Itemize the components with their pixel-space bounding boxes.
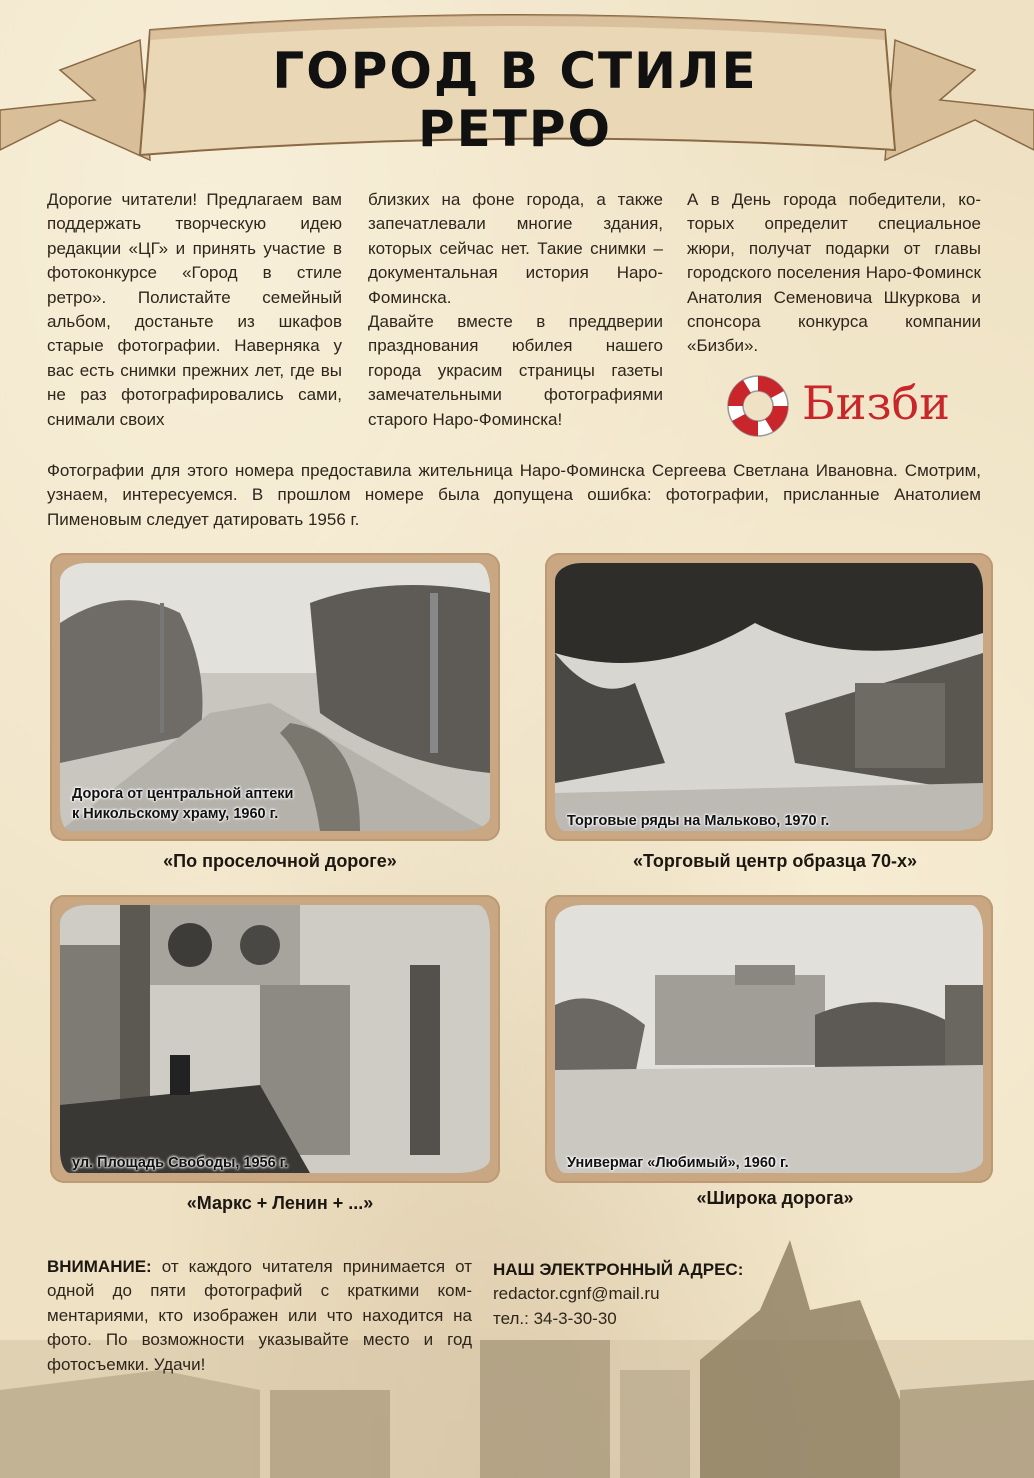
photo-3-caption: [72, 1153, 288, 1173]
photo-1-caption-line1: Дорога от центральной аптеки: [72, 786, 294, 802]
intro-paragraph: Фотографии для этого номера предоставила жительница Наро-Фоминска Сергеева Светлана Ивановна. Смотрим, узнаем, интересуемся. В прошлом номере была допущена ошибка: фотографии, присланные Анатолием Пименовым следует датировать 1956 г.: [47, 461, 981, 529]
photo-frame-2: [545, 553, 993, 841]
photo-2: [555, 563, 983, 831]
sponsor-logo-text: Бизби: [802, 376, 950, 430]
photo-1-caption-line2: к Никольскому храму, 1960 г.: [72, 806, 279, 822]
photo-3-title: «Маркс + Ленин + ...»: [186, 1193, 374, 1213]
contact-block: [493, 1258, 743, 1331]
photo-frame-3: [50, 895, 500, 1183]
photo-3: [60, 905, 490, 1173]
contact-email[interactable]: redactor.cgnf@mail.ru: [493, 1284, 660, 1304]
text-column-3: [687, 188, 981, 359]
column-2-text-a: близких на фоне города, а также запечатлевали многие здания, которых сейчас нет. Такие снимки – документальная история Наро-Фоминска.: [368, 190, 663, 307]
photo-4-caption-line1: Универмаг «Любимый», 1960 г.: [567, 1155, 789, 1171]
contact-heading: НАШ ЭЛЕКТРОННЫЙ АДРЕС:: [493, 1260, 744, 1279]
photo-4-caption: [567, 1153, 789, 1173]
lifebuoy-icon: [722, 370, 794, 442]
photo-4: [555, 905, 983, 1173]
sponsor-logo: [722, 370, 962, 442]
photo-4-title: «Широка дорога»: [696, 1188, 854, 1208]
text-column-2: [368, 188, 663, 432]
notice-label: ВНИМАНИЕ:: [47, 1257, 152, 1276]
notice-text: от каждого читателя принимается от одной до пяти фотографий с краткими комментариями, кто изображен или что находится на фото. По возможности указывайте место и год фотосъемки. Удачи!: [47, 1257, 472, 1374]
photo-1-title: «По проселочной дороге»: [163, 851, 397, 871]
photo-frame-4: [545, 895, 993, 1183]
column-1-text: Дорогие читатели! Предлагаем вам поддержать творческую идею редакции «ЦГ» и принять участие в фотоконкурсе «Город в стиле ретро». Полистайте семейный альбом, достаньте из шкафов старые фотографии. Наверняка у вас есть снимки прежних лет, где вы не раз фотографировались сами, снимали своих: [47, 190, 342, 429]
column-3-text: А в День города победители, которых определит специальное жюри, получат подарки от главы городского поселения Наро-Фоминск Анатолия Семеновича Шкуркова и спонсора конкурса компании «Бизби».: [687, 190, 981, 356]
photo-2-caption: [567, 811, 829, 831]
text-column-1: [47, 188, 342, 432]
photo-2-caption-line1: Торговые ряды на Мальково, 1970 г.: [567, 813, 830, 829]
photo-2-title: «Торговый центр образца 70-х»: [632, 851, 917, 871]
photo-frame-1: [50, 553, 500, 841]
contact-phone: тел.: 34-3-30-30: [493, 1308, 617, 1328]
column-2-text-b: Давайте вместе в преддверии празднования юбилея нашего города украсим страницы газеты замечательными фотографиями старого Наро-Фоминска!: [368, 312, 663, 429]
page-title: ГОРОД В СТИЛЕ РЕТРО: [272, 42, 758, 158]
photo-3-caption-line1: ул. Площадь Свободы, 1956 г.: [72, 1155, 289, 1171]
photo-1-caption: [72, 784, 293, 824]
notice-paragraph: [47, 1255, 472, 1377]
